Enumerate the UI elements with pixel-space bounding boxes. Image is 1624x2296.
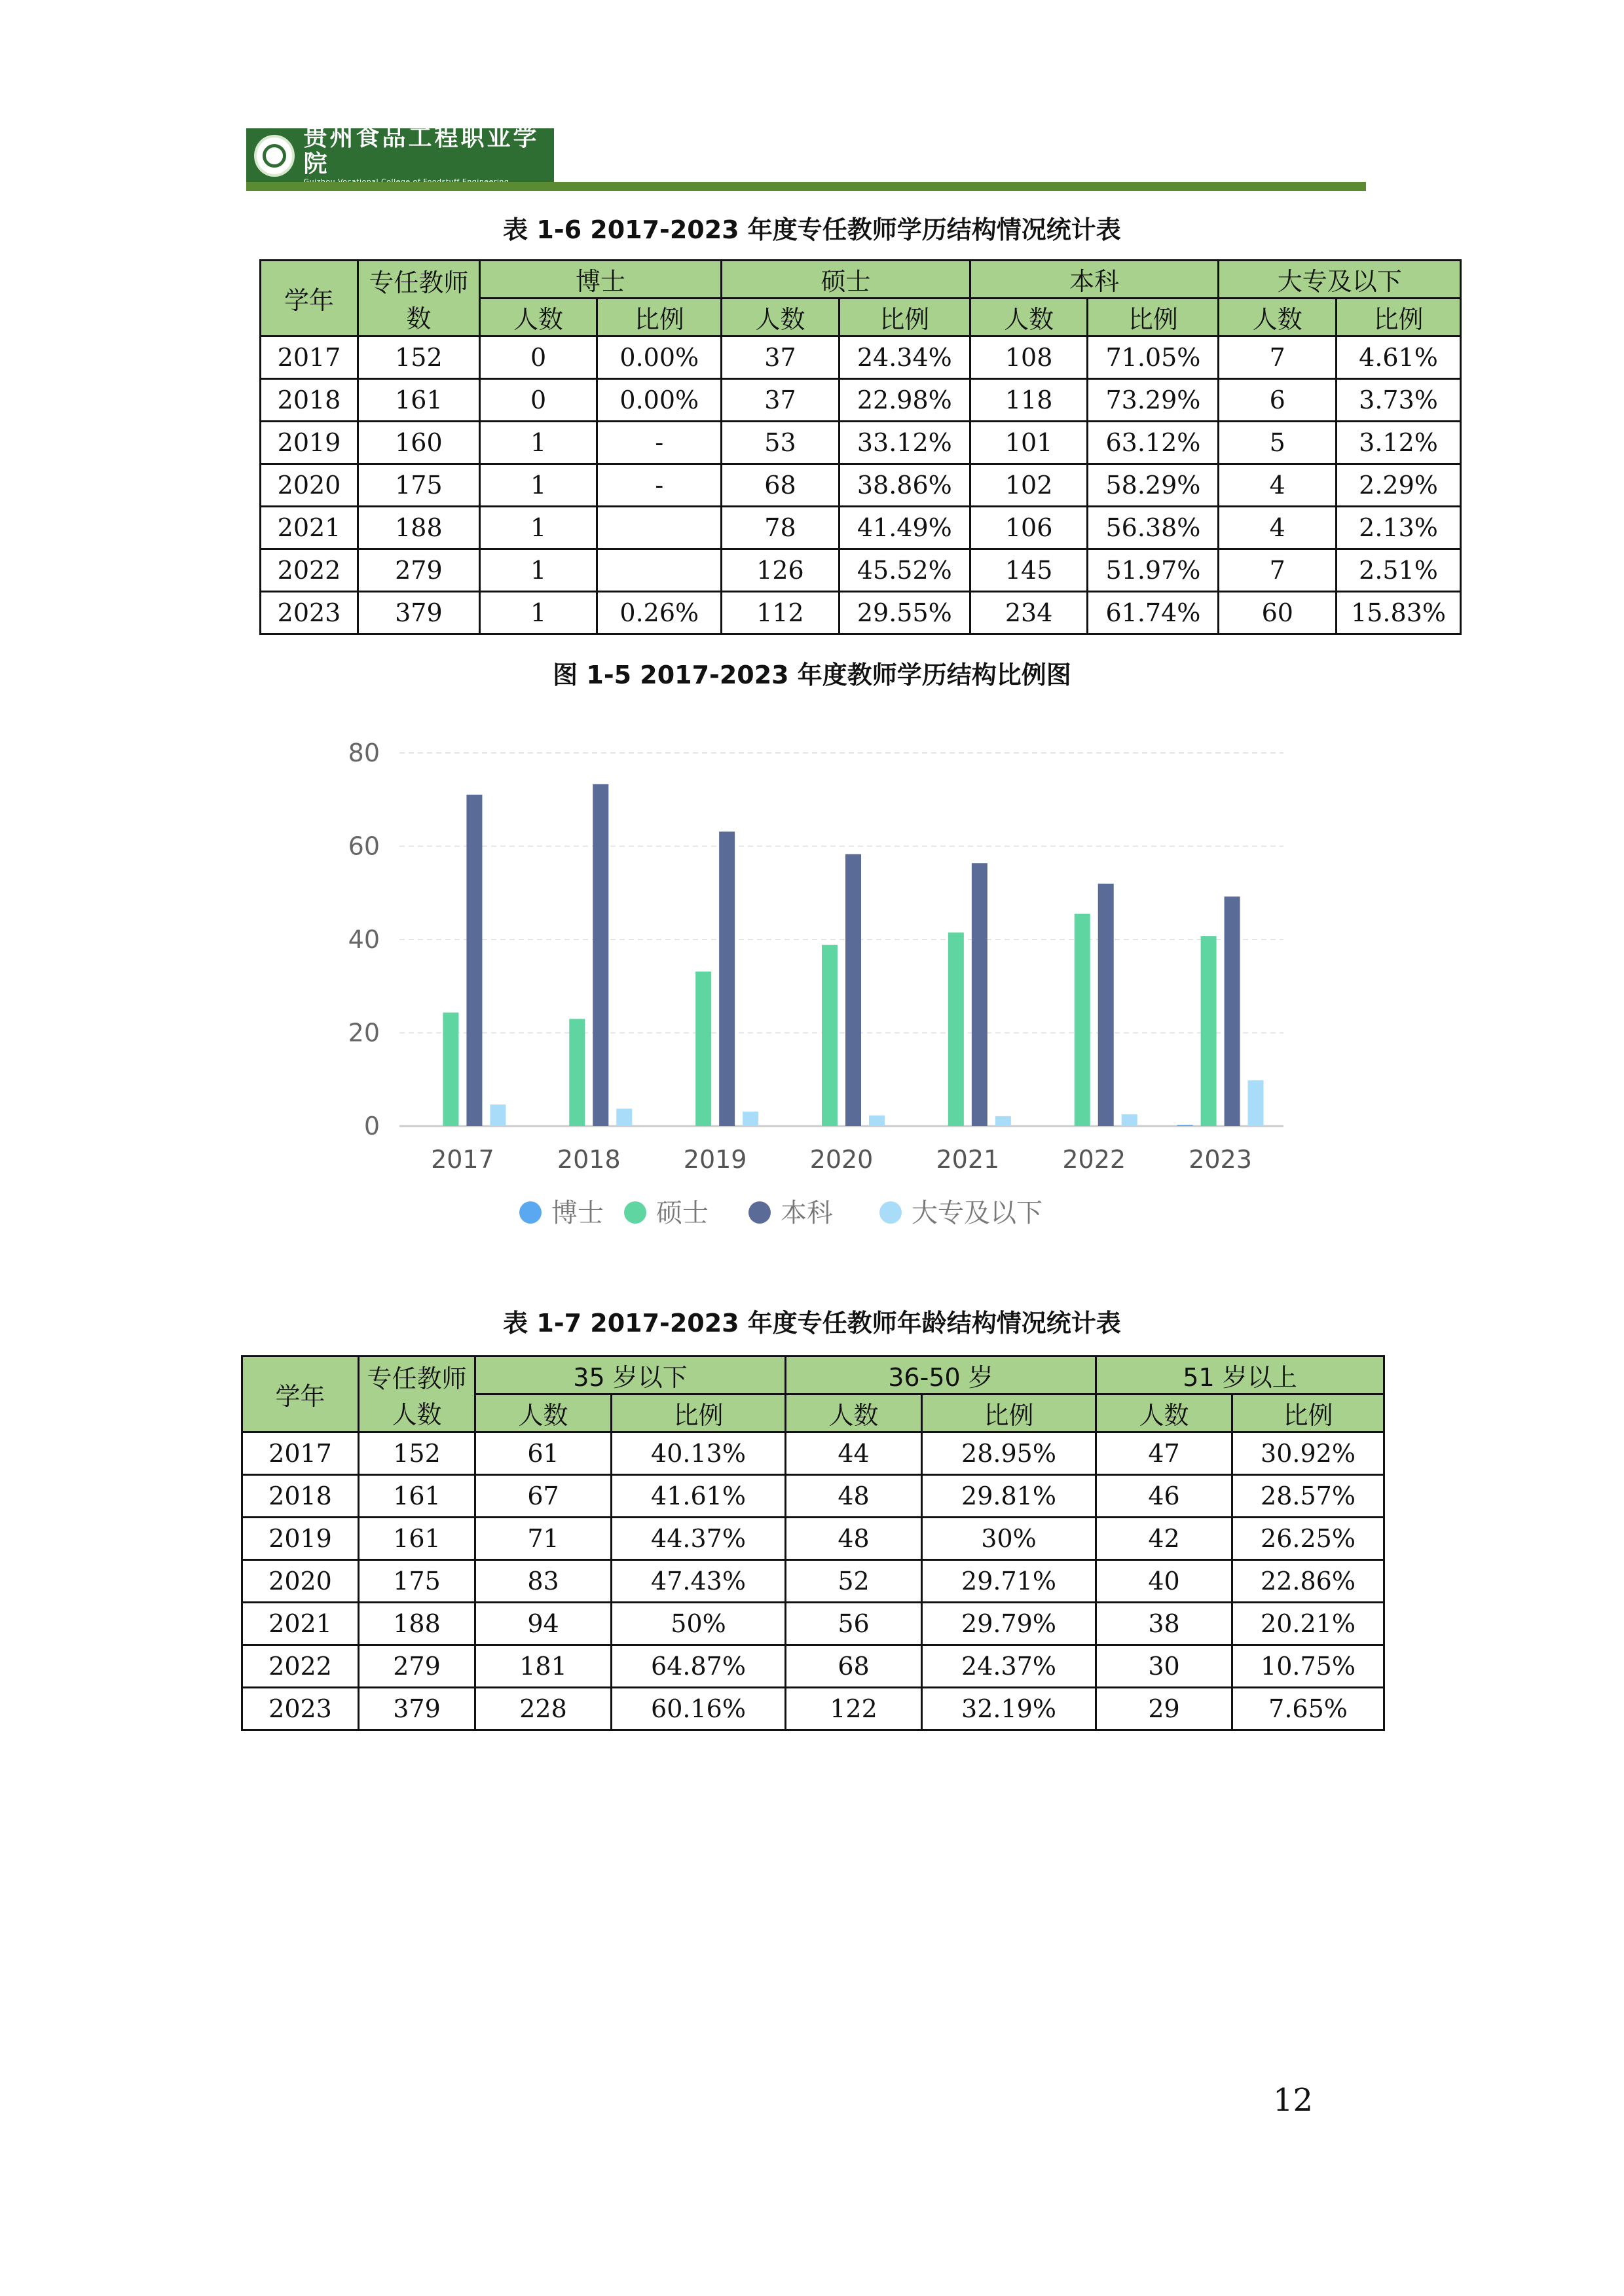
- table-row: [242, 1560, 1384, 1603]
- table-cell: 0: [479, 379, 597, 422]
- header-rule: [246, 182, 1366, 191]
- table-cell: 22.86%: [1232, 1560, 1384, 1603]
- table-cell: 33.12%: [839, 422, 970, 464]
- header-group: 本科: [970, 261, 1219, 299]
- bar-1-2: [695, 972, 711, 1126]
- table1-caption: 表 1-6 2017-2023 年度专任教师学历结构情况统计表: [503, 215, 1121, 244]
- table-cell: 1: [479, 422, 597, 464]
- x-tick-label: 2022: [1062, 1145, 1126, 1174]
- table-cell: 83: [475, 1560, 612, 1603]
- table-cell: 1: [479, 507, 597, 549]
- table-cell: 67: [475, 1475, 612, 1518]
- table-cell: 52: [786, 1560, 922, 1603]
- table-cell: 48: [786, 1475, 922, 1518]
- bar-3-1: [616, 1108, 632, 1126]
- header-count: 人数: [970, 299, 1088, 337]
- table-row: [242, 1603, 1384, 1645]
- table-cell: 61.74%: [1088, 592, 1219, 634]
- header-count: 人数: [1219, 299, 1337, 337]
- bar-2-2: [719, 831, 735, 1126]
- header-ratio: 比例: [612, 1394, 786, 1432]
- table-cell: 28.95%: [922, 1432, 1096, 1475]
- table-cell: 28.57%: [1232, 1475, 1384, 1518]
- table-cell: 29.71%: [922, 1560, 1096, 1603]
- table-cell: 29.81%: [922, 1475, 1096, 1518]
- table-cell: 68: [722, 464, 840, 507]
- bar-3-3: [869, 1116, 885, 1126]
- bar-0-6: [1177, 1125, 1193, 1126]
- bar-3-4: [995, 1116, 1011, 1126]
- table-cell: -: [597, 464, 722, 507]
- x-tick-label: 2021: [936, 1145, 1000, 1174]
- table-cell: 102: [970, 464, 1088, 507]
- table-cell: 3.12%: [1337, 422, 1461, 464]
- header-count: 人数: [1096, 1394, 1232, 1432]
- legend-label: 本科: [781, 1198, 833, 1228]
- table-cell: 2.29%: [1337, 464, 1461, 507]
- table-cell: 2022: [242, 1645, 359, 1688]
- header-ratio: 比例: [922, 1394, 1096, 1432]
- table-cell: 152: [358, 337, 480, 379]
- header-ratio: 比例: [839, 299, 970, 337]
- table-cell: 379: [358, 592, 480, 634]
- bar-2-6: [1225, 896, 1240, 1126]
- bar-3-2: [743, 1112, 758, 1126]
- table-cell: 2019: [242, 1518, 359, 1560]
- bar-3-6: [1248, 1080, 1264, 1126]
- table-cell: 145: [970, 549, 1088, 592]
- legend-marker: [879, 1201, 902, 1224]
- table-cell: 53: [722, 422, 840, 464]
- table-cell: 5: [1219, 422, 1337, 464]
- table-cell: 1: [479, 549, 597, 592]
- table-cell: 2021: [261, 507, 358, 549]
- header-teachers: 专任教师人数: [359, 1357, 475, 1432]
- table-cell: 161: [359, 1475, 475, 1518]
- table-cell: 0: [479, 337, 597, 379]
- table-cell: 46: [1096, 1475, 1232, 1518]
- school-emblem-icon: [254, 135, 295, 177]
- table-cell: 2023: [261, 592, 358, 634]
- y-axis: [348, 738, 380, 1140]
- header-group: 硕士: [722, 261, 970, 299]
- legend-label: 大专及以下: [912, 1198, 1043, 1228]
- bar-2-4: [972, 863, 987, 1126]
- table-cell: 68: [786, 1645, 922, 1688]
- x-tick-label: 2017: [431, 1145, 494, 1174]
- table-cell: 41.49%: [839, 507, 970, 549]
- table-cell: 60: [1219, 592, 1337, 634]
- table-cell: 32.19%: [922, 1688, 1096, 1730]
- table-cell: 4: [1219, 507, 1337, 549]
- bar-2-0: [466, 795, 482, 1126]
- table-cell: 40.13%: [612, 1432, 786, 1475]
- table-cell: 161: [358, 379, 480, 422]
- table-row: [242, 1475, 1384, 1518]
- bar-1-6: [1201, 936, 1217, 1126]
- legend-marker: [624, 1201, 646, 1224]
- header-count: 人数: [786, 1394, 922, 1432]
- header-teachers: 专任教师数: [358, 261, 480, 337]
- table-cell: 24.34%: [839, 337, 970, 379]
- x-tick-label: 2020: [809, 1145, 874, 1174]
- table-cell: 45.52%: [839, 549, 970, 592]
- table-cell: 64.87%: [612, 1645, 786, 1688]
- header-year: 学年: [261, 261, 358, 337]
- x-tick-label: 2023: [1189, 1145, 1252, 1174]
- bar-2-3: [845, 854, 861, 1126]
- table-cell: 41.61%: [612, 1475, 786, 1518]
- header-group: 36-50 岁: [786, 1357, 1096, 1394]
- table-cell: 48: [786, 1518, 922, 1560]
- education-bar-chart: [314, 720, 1336, 1257]
- chart-bars: [443, 784, 1263, 1126]
- table-cell: 279: [359, 1645, 475, 1688]
- table-cell: 160: [358, 422, 480, 464]
- table-cell: 6: [1219, 379, 1337, 422]
- table-cell: 71.05%: [1088, 337, 1219, 379]
- x-axis: [431, 1145, 1252, 1174]
- legend-marker: [748, 1201, 771, 1224]
- y-tick-label: 60: [348, 831, 380, 861]
- header-ratio: 比例: [1232, 1394, 1384, 1432]
- table-cell: 2020: [261, 464, 358, 507]
- table-cell: 0.00%: [597, 337, 722, 379]
- legend-label: 硕士: [656, 1198, 709, 1228]
- legend-marker: [519, 1201, 542, 1224]
- table-cell: 4.61%: [1337, 337, 1461, 379]
- table-cell: 279: [358, 549, 480, 592]
- bar-2-1: [593, 784, 608, 1126]
- table-cell: 112: [722, 592, 840, 634]
- table-cell: 29.79%: [922, 1603, 1096, 1645]
- table-row: [261, 507, 1461, 549]
- table-cell: 0.00%: [597, 379, 722, 422]
- header-group: 51 岁以上: [1096, 1357, 1384, 1394]
- table-cell: 2021: [242, 1603, 359, 1645]
- bar-1-3: [822, 945, 838, 1126]
- table-cell: 2020: [242, 1560, 359, 1603]
- table-cell: 175: [359, 1560, 475, 1603]
- table-cell: 30.92%: [1232, 1432, 1384, 1475]
- table-cell: 234: [970, 592, 1088, 634]
- table-cell: 188: [359, 1603, 475, 1645]
- table-row: [261, 592, 1461, 634]
- table-cell: 29.55%: [839, 592, 970, 634]
- header-count: 人数: [475, 1394, 612, 1432]
- table-cell: 2022: [261, 549, 358, 592]
- table-cell: 108: [970, 337, 1088, 379]
- table-cell: 101: [970, 422, 1088, 464]
- table-cell: 44: [786, 1432, 922, 1475]
- table-cell: 1: [479, 464, 597, 507]
- bar-1-4: [948, 932, 964, 1126]
- y-tick-label: 80: [348, 738, 380, 767]
- table2-caption: 表 1-7 2017-2023 年度专任教师年龄结构情况统计表: [503, 1309, 1121, 1338]
- table-cell: 78: [722, 507, 840, 549]
- table-cell: -: [597, 422, 722, 464]
- table-cell: 15.83%: [1337, 592, 1461, 634]
- header-group: 大专及以下: [1219, 261, 1461, 299]
- table-cell: 37: [722, 379, 840, 422]
- table-cell: 47.43%: [612, 1560, 786, 1603]
- table-cell: 71: [475, 1518, 612, 1560]
- bar-3-5: [1122, 1114, 1137, 1126]
- table-cell: 181: [475, 1645, 612, 1688]
- table-cell: 2017: [242, 1432, 359, 1475]
- school-logo: [246, 124, 554, 183]
- header-group: 博士: [479, 261, 721, 299]
- legend-label: 博士: [551, 1198, 604, 1228]
- table-row: [261, 379, 1461, 422]
- table-cell: 118: [970, 379, 1088, 422]
- table-cell: 106: [970, 507, 1088, 549]
- school-name-cn: 贵州食品工程职业学院: [303, 124, 540, 177]
- header-count: 人数: [479, 299, 597, 337]
- table-cell: 2019: [261, 422, 358, 464]
- y-tick-label: 40: [348, 925, 380, 954]
- y-tick-label: 20: [348, 1018, 380, 1048]
- bar-3-0: [490, 1104, 506, 1126]
- table-cell: 94: [475, 1603, 612, 1645]
- table-cell: 122: [786, 1688, 922, 1730]
- bar-1-1: [569, 1019, 585, 1126]
- table-cell: 38: [1096, 1603, 1232, 1645]
- table-cell: 26.25%: [1232, 1518, 1384, 1560]
- x-tick-label: 2018: [557, 1145, 621, 1174]
- table-cell: 42: [1096, 1518, 1232, 1560]
- table-row: [261, 337, 1461, 379]
- table-cell: 20.21%: [1232, 1603, 1384, 1645]
- header-ratio: 比例: [597, 299, 722, 337]
- table-cell: 1: [479, 592, 597, 634]
- table-cell: 50%: [612, 1603, 786, 1645]
- table-cell: 161: [359, 1518, 475, 1560]
- table-cell: 22.98%: [839, 379, 970, 422]
- table-cell: 0.26%: [597, 592, 722, 634]
- table-cell: 47: [1096, 1432, 1232, 1475]
- table-row: [261, 464, 1461, 507]
- table-cell: 2018: [242, 1475, 359, 1518]
- table-row: [242, 1432, 1384, 1475]
- table-cell: 56.38%: [1088, 507, 1219, 549]
- bar-2-5: [1098, 884, 1114, 1126]
- table-cell: 7.65%: [1232, 1688, 1384, 1730]
- table-cell: 56: [786, 1603, 922, 1645]
- table-cell: 4: [1219, 464, 1337, 507]
- age-table: [241, 1355, 1385, 1731]
- table-cell: 2023: [242, 1688, 359, 1730]
- table-cell: 37: [722, 337, 840, 379]
- header-year: 学年: [242, 1357, 359, 1432]
- table-cell: 10.75%: [1232, 1645, 1384, 1688]
- header-ratio: 比例: [1337, 299, 1461, 337]
- age-table-body: [242, 1432, 1384, 1730]
- bar-1-0: [443, 1013, 458, 1126]
- table-cell: 61: [475, 1432, 612, 1475]
- header-count: 人数: [722, 299, 840, 337]
- table-row: [261, 422, 1461, 464]
- table-cell: 7: [1219, 337, 1337, 379]
- table-cell: 29: [1096, 1688, 1232, 1730]
- table-cell: 38.86%: [839, 464, 970, 507]
- y-tick-label: 0: [363, 1112, 380, 1140]
- chart-caption: 图 1-5 2017-2023 年度教师学历结构比例图: [553, 661, 1071, 689]
- table-cell: 7: [1219, 549, 1337, 592]
- table-cell: 40: [1096, 1560, 1232, 1603]
- table-row: [242, 1688, 1384, 1730]
- table-cell: 58.29%: [1088, 464, 1219, 507]
- chart-legend: [519, 1198, 1043, 1228]
- table-row: [261, 549, 1461, 592]
- table-cell: 51.97%: [1088, 549, 1219, 592]
- bar-1-5: [1075, 914, 1090, 1126]
- table-cell: 30%: [922, 1518, 1096, 1560]
- table-row: [242, 1645, 1384, 1688]
- education-table: [259, 259, 1462, 635]
- table-cell: 2017: [261, 337, 358, 379]
- page-number: 12: [1273, 2082, 1314, 2119]
- table-cell: 2.13%: [1337, 507, 1461, 549]
- table-cell: 2.51%: [1337, 549, 1461, 592]
- table-row: [242, 1518, 1384, 1560]
- table-cell: 175: [358, 464, 480, 507]
- table-cell: 3.73%: [1337, 379, 1461, 422]
- table-cell: 30: [1096, 1645, 1232, 1688]
- header-group: 35 岁以下: [475, 1357, 786, 1394]
- table-cell: 2018: [261, 379, 358, 422]
- table-cell: 126: [722, 549, 840, 592]
- chart-grid: [399, 753, 1283, 1126]
- education-table-body: [261, 337, 1461, 634]
- page-header: [246, 124, 1366, 194]
- table-cell: 44.37%: [612, 1518, 786, 1560]
- table-cell: [597, 549, 722, 592]
- header-ratio: 比例: [1088, 299, 1219, 337]
- table-cell: 379: [359, 1688, 475, 1730]
- table-cell: 73.29%: [1088, 379, 1219, 422]
- table-cell: 63.12%: [1088, 422, 1219, 464]
- x-tick-label: 2019: [683, 1145, 747, 1174]
- table-cell: 60.16%: [612, 1688, 786, 1730]
- table-cell: [597, 507, 722, 549]
- table-cell: 228: [475, 1688, 612, 1730]
- table-cell: 24.37%: [922, 1645, 1096, 1688]
- table-cell: 188: [358, 507, 480, 549]
- table-cell: 152: [359, 1432, 475, 1475]
